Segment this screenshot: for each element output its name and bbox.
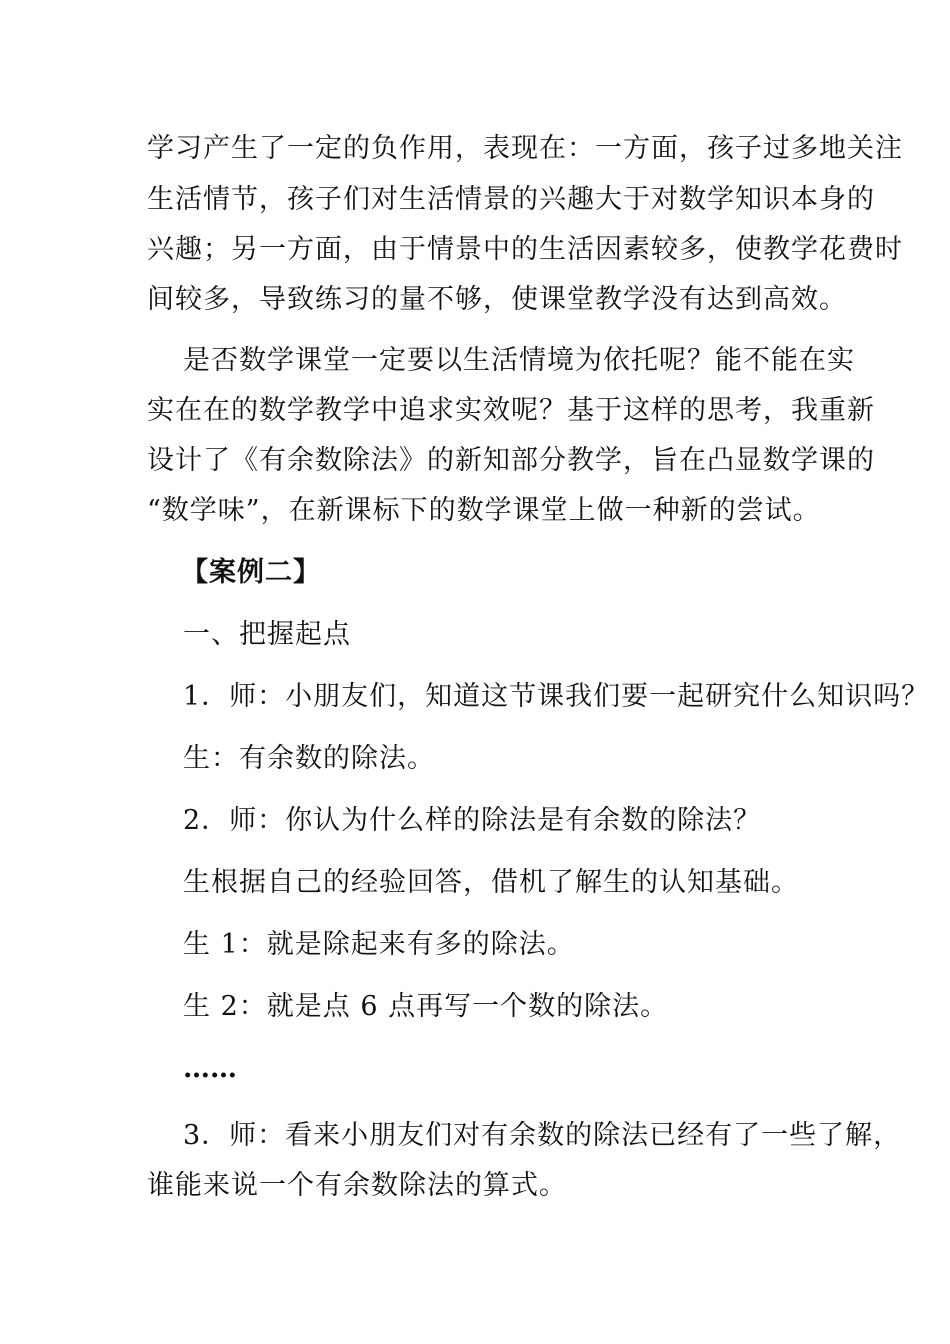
paragraph-2-line-2: 实在在的数学教学中追求实效呢？基于这样的思考，我重新 <box>147 395 875 426</box>
paragraph-1-line-1: 学习产生了一定的负作用，表现在：一方面，孩子过多地关注 <box>147 133 903 164</box>
section-heading: 一、把握起点 <box>183 619 351 650</box>
paragraph-3-line-1: 3．师：看来小朋友们对有余数的除法已经有了一些了解， <box>183 1120 902 1151</box>
dialogue-line: 生根据自己的经验回答，借机了解生的认知基础。 <box>183 867 799 898</box>
paragraph-2-line-1: 是否数学课堂一定要以生活情境为依托呢？能不能在实 <box>183 345 855 376</box>
paragraph-2-line-3: 设计了《有余数除法》的新知部分教学，旨在凸显数学课的 <box>147 445 875 476</box>
paragraph-1-line-3: 兴趣；另一方面，由于情景中的生活因素较多，使教学花费时 <box>147 234 903 265</box>
dialogue-line: 1．师：小朋友们，知道这节课我们要一起研究什么知识吗？ <box>183 681 930 712</box>
paragraph-2-line-4: “数学味”，在新课标下的数学课堂上做一种新的尝试。 <box>147 495 821 526</box>
dialogue-line: 生 2：就是点 6 点再写一个数的除法。 <box>183 991 669 1022</box>
paragraph-3-line-2: 谁能来说一个有余数除法的算式。 <box>147 1170 567 1201</box>
paragraph-1-line-4: 间较多，导致练习的量不够，使课堂教学没有达到高效。 <box>147 284 847 315</box>
dialogue-line: 2．师：你认为什么样的除法是有余数的除法？ <box>183 805 762 836</box>
paragraph-1-line-2: 生活情节，孩子们对生活情景的兴趣大于对数学知识本身的 <box>147 184 875 215</box>
dialogue-line: 生：有余数的除法。 <box>183 743 435 774</box>
ellipsis: …… <box>183 1053 237 1084</box>
dialogue-line: 生 1：就是除起来有多的除法。 <box>183 929 575 960</box>
case-heading: 【案例二】 <box>181 557 321 588</box>
